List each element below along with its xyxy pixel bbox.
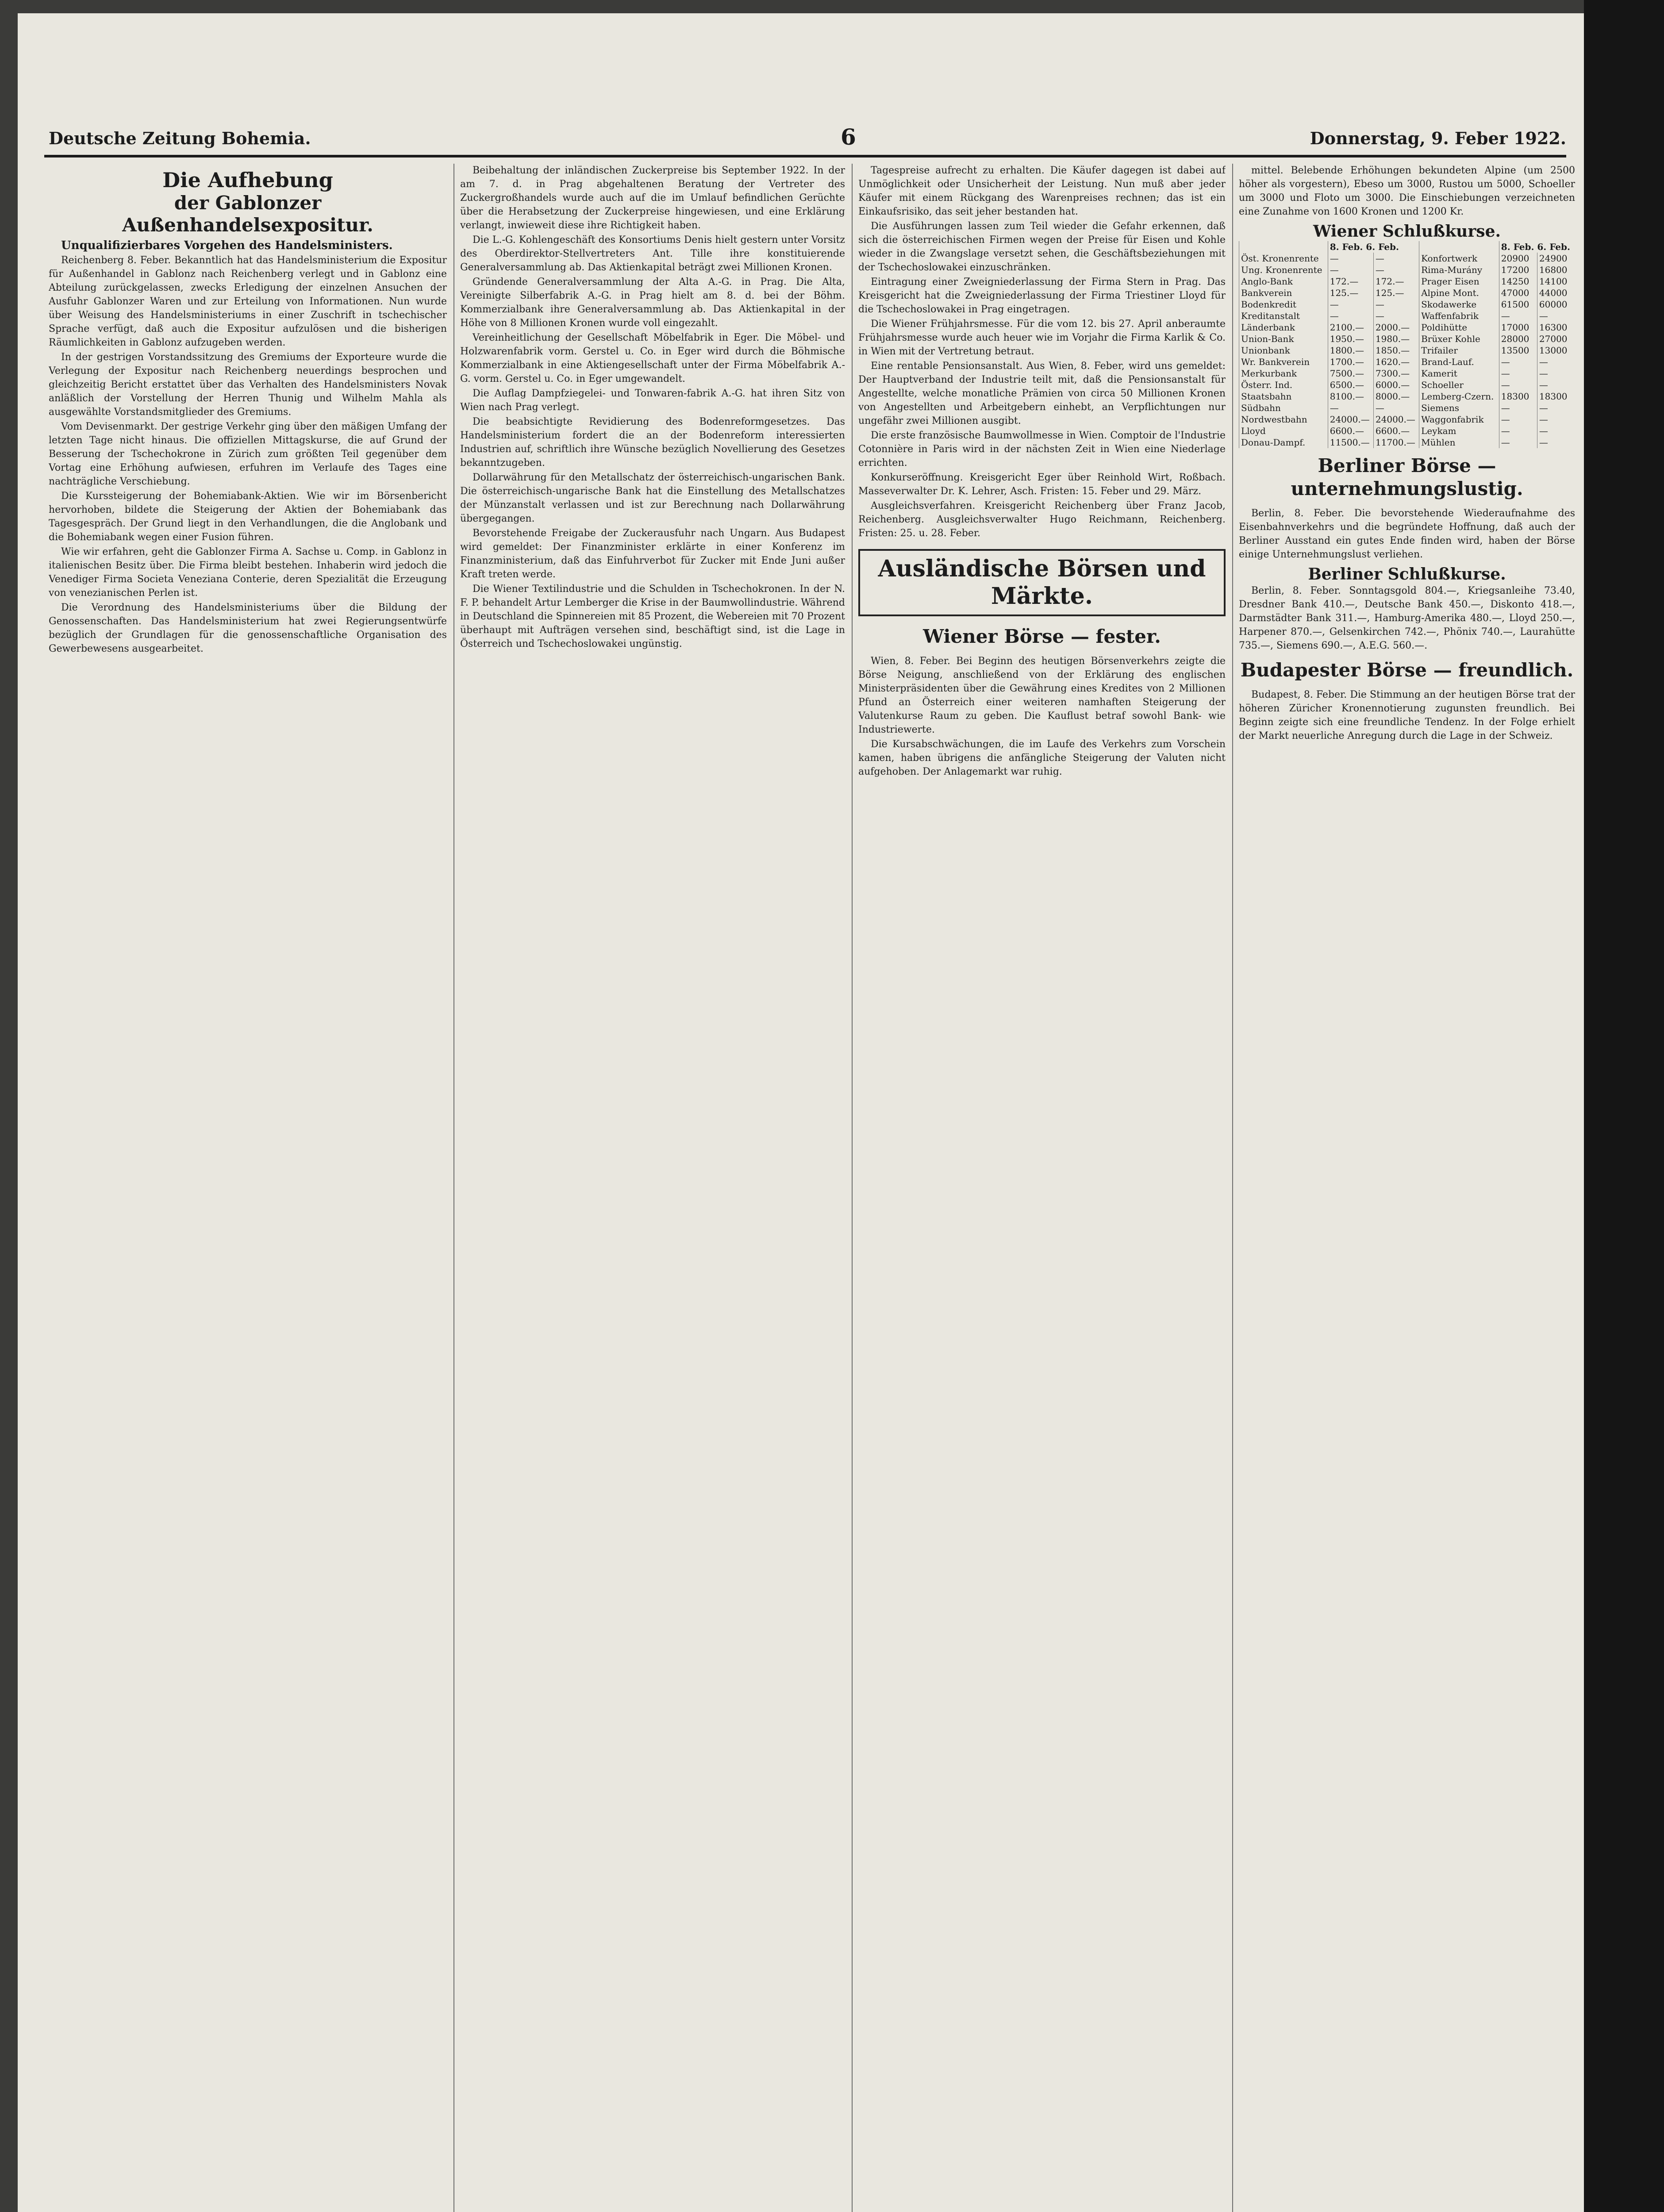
table-row [1239, 379, 1576, 391]
table-cell: Unionbank [1239, 345, 1328, 356]
table-cell: Skodawerke [1419, 299, 1499, 310]
table-cell: 11700.— [1373, 437, 1419, 448]
table-cell: Lemberg-Czern. [1419, 391, 1499, 402]
paragraph: In der gestrigen Vorstandssitzung des Gremiums der Exporteure wurde die Verlegung der Expositur nach Reichenberg neuerdings besprochen und gleichzeitig Bericht erstattet über das Verhalten des Handelsministers Novak anläßlich der Vorstellung der Herren Thunig und Wilhelm Mahla als ausgewählte Vorstandsmitglieder des Gremiums. [49, 352, 447, 418]
table-cell: — [1537, 368, 1575, 379]
paragraph: Dollarwährung für den Metallschatz der österreichisch-ungarischen Bank. Die österreichisch-ungarische Bank hat die Einstellung des Metallschatzes der Münzanstalt verlassen und ist zur Berechnung nach Dollarwährung übergegangen. [460, 472, 845, 524]
table-cell: Union-Bank [1239, 333, 1328, 345]
table-cell: 13000 [1537, 345, 1575, 356]
paragraph: Bevorstehende Freigabe der Zuckerausfuhr nach Ungarn. Aus Budapest wird gemeldet: Der Finanzminister erklärte in einer Konferenz im Finanzministerium, daß das Einfuhrverbot für Zucker mit Ende Juni außer Kraft treten werde. [460, 528, 845, 580]
paragraph: Wie wir erfahren, geht die Gablonzer Firma A. Sachse u. Comp. in Gablonz in italienischen Besitz über. Die Firma bleibt bestehen. Inhaberin wird jedoch die Venediger Firma Societa Veneziana Conterie, deren Spezialität die Erzeugung von venezianischen Perlen ist. [49, 546, 447, 599]
table-cell: Leykam [1419, 425, 1499, 437]
table-cell: Kamerit [1419, 368, 1499, 379]
table-cell: — [1499, 402, 1537, 414]
kurse-heading: Wiener Schlußkurse. [1313, 222, 1501, 241]
table-cell: Brüxer Kohle [1419, 333, 1499, 345]
table-cell: — [1537, 356, 1575, 368]
table-cell: 27000 [1537, 333, 1575, 345]
paragraph: Vereinheitlichung der Gesellschaft Möbelfabrik in Eger. Die Möbel- und Holzwarenfabrik vorm. Gerstel u. Co. in Eger wird durch die Böhmische Kommerzialbank in eine Aktiengesellschaft unter der Firma Möbelfabrik A.-G. vorm. Gerstel u. Co. in Eger umgewandelt. [460, 332, 845, 384]
table-row [1239, 333, 1576, 345]
table-cell: — [1499, 310, 1537, 322]
table-cell: — [1537, 414, 1575, 425]
table-cell: Rima-Murány [1419, 264, 1499, 276]
table-cell: Alpine Mont. [1419, 287, 1499, 299]
table-cell: — [1328, 402, 1373, 414]
kurse-table-body [1239, 253, 1576, 448]
column-header: 8. Feb. 6. Feb. [1499, 241, 1575, 253]
table-cell: — [1328, 299, 1373, 310]
paragraph: Wien, 8. Feber. Bei Beginn des heutigen Börsenverkehrs zeigte die Börse Neigung, anschließend von der Erklärung des englischen Ministerpräsidenten über die Gewährung eines Kredites von 2 Millionen Pfund an Österreich einer weiteren namhaften Steigerung der Valutenkurse Raum zu geben. Die Kauflust betraf sowohl Bank- wie Industriewerte. [858, 656, 1226, 735]
paragraph: Konkurseröffnung. Kreisgericht Eger über Reinhold Wirt, Roßbach. Masseverwalter Dr. K. Lehrer, Asch. Fristen: 15. Feber und 29. März. [858, 472, 1226, 497]
paragraph: Vom Devisenmarkt. Der gestrige Verkehr ging über den mäßigen Umfang der letzten Tage nicht hinaus. Die offiziellen Mittagskurse, die auf Grund der Besserung der Tschechokrone in Zürich zum größten Teil gegenüber dem Vortag eine Erhöhung aufwiesen, erfuhren im Verlaufe des Tages eine nachträgliche Verschiebung. [49, 421, 447, 487]
column-4 [1239, 164, 1575, 2212]
table-cell: 16800 [1537, 264, 1575, 276]
table-cell: 14100 [1537, 276, 1575, 287]
column-divider [852, 164, 853, 2212]
table-cell: 1700.— [1328, 356, 1373, 368]
table-cell: 1950.— [1328, 333, 1373, 345]
header-rule [44, 155, 1566, 157]
book-binding-edge [1584, 0, 1664, 2212]
table-cell: 2100.— [1328, 322, 1373, 333]
table-cell: Mühlen [1419, 437, 1499, 448]
table-cell: — [1537, 379, 1575, 391]
table-cell: — [1537, 402, 1575, 414]
table-cell: 6000.— [1373, 379, 1419, 391]
table-cell: 24900 [1537, 253, 1575, 264]
paragraph: Berlin, 8. Feber. Die bevorstehende Wiederaufnahme des Eisenbahnverkehrs und die begründete Hoffnung, daß auch der Berliner Ausstand ein gutes Ende finden wird, haben der Börse einige Unternehmungslust verliehen. [1239, 508, 1575, 560]
table-cell: 6600.— [1373, 425, 1419, 437]
table-cell: 61500 [1499, 299, 1537, 310]
table-cell: Prager Eisen [1419, 276, 1499, 287]
paragraph: Die Wiener Textilindustrie und die Schulden in Tschechokronen. In der N. F. P. behandelt Artur Lemberger die Krise in der Baumwollindustrie. Während in Deutschland die Spinnereien mit 85 Prozent, die Webereien mit 70 Prozent überhaupt mit Aufträgen versehen sind, beschäftigt sind, ist die Lage in Österreich und Tschechoslowakei ungünstig. [460, 584, 845, 649]
table-row [1239, 299, 1576, 310]
table-cell: 47000 [1499, 287, 1537, 299]
table-cell: — [1373, 299, 1419, 310]
paragraph: Reichenberg 8. Feber. Bekanntlich hat das Handelsministerium die Expositur für Außenhandel in Gablonz nach Reichenberg verlegt und in Gablonz eine Abteilung zurückgelassen, zwecks Erledigung der einzelnen Ansuchen der Ausfuhr Gablonzer Waren und zur Erteilung von Informationen. Nun wurde über Weisung des Handelsministeriums in einer Zuschrift in tschechischer Sprache verfügt, daß auch die Expositur aufzulösen und die bisherigen Räumlichkeiten in Gablonz aufzugeben werden. [49, 255, 447, 348]
article-headline: Die Aufhebung [162, 168, 333, 192]
table-row [1239, 356, 1576, 368]
paragraph: mittel. Belebende Erhöhungen bekundeten Alpine (um 2500 höher als vorgestern), Ebeso um 3000, Rustou um 5000, Schoeller um 3000 und Floto um 3000. Die Einschiebungen verzeichneten eine Zunahme von 1600 Kronen und 1200 Kr. [1239, 165, 1575, 217]
table-cell: — [1328, 264, 1373, 276]
table-cell: 17000 [1499, 322, 1537, 333]
table-cell: 7500.— [1328, 368, 1373, 379]
table-cell: Länderbank [1239, 322, 1328, 333]
subsection-heading: Berliner Börse — unternehmungslustig. [1291, 455, 1523, 499]
table-cell: Bankverein [1239, 287, 1328, 299]
table-cell: Konfortwerk [1419, 253, 1499, 264]
table-cell: 44000 [1537, 287, 1575, 299]
table-row [1239, 391, 1576, 402]
table-row [1239, 276, 1576, 287]
paragraph: Die Auflag Dampfziegelei- und Tonwaren-fabrik A.-G. hat ihren Sitz von Wien nach Prag verlegt. [460, 388, 845, 413]
table-cell: 18300 [1537, 391, 1575, 402]
table-cell: 1980.— [1373, 333, 1419, 345]
table-cell: 16300 [1537, 322, 1575, 333]
paragraph: Die Kurssteigerung der Bohemiabank-Aktien. Wie wir im Börsenbericht hervorhoben, bildete die Steigerung der Aktien der Bohemiabank das Tagesgespräch. Der Grund liegt in den Verhandlungen, die die Anglobank und die Bohemiabank wegen einer Fusion führen. [49, 491, 447, 543]
table-cell: Anglo-Bank [1239, 276, 1328, 287]
column-header: 8. Feb. 6. Feb. [1328, 241, 1419, 253]
page-number: 6 [841, 124, 856, 150]
table-cell: 125.— [1373, 287, 1419, 299]
subsection-heading: Wiener Börse — fester. [923, 626, 1161, 647]
table-cell: Trifailer [1419, 345, 1499, 356]
table-cell: Südbahn [1239, 402, 1328, 414]
paragraph: Die L.-G. Kohlengeschäft des Konsortiums Denis hielt gestern unter Vorsitz des Oberdirektor-Stellvertreters Ant. Tille ihre konstituierende Generalversammlung ab. Das Aktienkapital beträgt zwei Millionen Kronen. [460, 234, 845, 273]
table-cell: Kreditanstalt [1239, 310, 1328, 322]
table-cell: 6500.— [1328, 379, 1373, 391]
table-cell: 24000.— [1328, 414, 1373, 425]
table-cell: Wr. Bankverein [1239, 356, 1328, 368]
table-cell: Nordwestbahn [1239, 414, 1328, 425]
section-header-box: Ausländische Börsen und Märkte. [858, 549, 1226, 616]
table-cell: — [1499, 437, 1537, 448]
table-cell: 18300 [1499, 391, 1537, 402]
page-header [44, 124, 1566, 155]
table-cell: 125.— [1328, 287, 1373, 299]
kurse-table [1239, 241, 1575, 448]
column-divider [453, 164, 454, 2212]
table-cell: 24000.— [1373, 414, 1419, 425]
paragraph: Ausgleichsverfahren. Kreisgericht Reichenberg über Franz Jacob, Reichenberg. Ausgleichsverwalter Hugo Reichmann, Reichenberg. Fristen: 25. u. 28. Feber. [858, 500, 1226, 539]
paragraph: Die Kursabschwächungen, die im Laufe des Verkehrs zum Vorschein kamen, haben übrigens die anfängliche Steigerung der Valuten nicht aufgehoben. Der Anlagemarkt war ruhig. [858, 739, 1226, 777]
table-row [1239, 414, 1576, 425]
paragraph: Gründende Generalversammlung der Alta A.-G. in Prag. Die Alta, Vereinigte Silberfabrik A.-G. in Prag hielt am 8. d. bei der Böhm. Kommerzialbank ihre Generalversammlung ab. Das Aktienkapital in der Höhe von 8 Millionen Kronen wurde voll eingezahlt. [460, 276, 845, 329]
table-cell: 2000.— [1373, 322, 1419, 333]
article-headline-2: der Gablonzer Außenhandelsexpositur. [122, 192, 373, 236]
table-cell: 7300.— [1373, 368, 1419, 379]
table-row [1239, 310, 1576, 322]
paragraph: Die Wiener Frühjahrsmesse. Für die vom 12. bis 27. April anberaumte Frühjahrsmesse wurde auch heuer wie im Vorjahr die Firma Karlik & Co. in Wien mit der Vertretung betraut. [858, 319, 1226, 357]
table-cell: 172.— [1373, 276, 1419, 287]
column-divider [1232, 164, 1233, 2212]
table-cell: 11500.— [1328, 437, 1373, 448]
table-cell: — [1537, 310, 1575, 322]
paragraph: Eine rentable Pensionsanstalt. Aus Wien, 8. Feber, wird uns gemeldet: Der Hauptverband der Industrie teilt mit, daß die Pensionsanstalt für Angestellte, welche monatliche Prämien von circa 50 Millionen Kronen von Angestellten und Arbeitgebern einhebt, an Verpflichtungen nur ungefähr zwei Millionen ausgibt. [858, 361, 1226, 426]
paragraph: Die Ausführungen lassen zum Teil wieder die Gefahr erkennen, daß sich die österreichischen Firmen wegen der Preise für Eisen und Kohle wieder in die Zwangslage versetzt sehen, die Geschäftsbeziehungen mit der Tschechoslowakei einzuschränken. [858, 221, 1226, 273]
table-cell: Öst. Kronenrente [1239, 253, 1328, 264]
table-cell: — [1328, 253, 1373, 264]
table-cell: Poldihütte [1419, 322, 1499, 333]
table-cell: — [1499, 414, 1537, 425]
paragraph: Beibehaltung der inländischen Zuckerpreise bis September 1922. In der am 7. d. in Prag abgehaltenen Beratung der Vertreter des Zuckergroßhandels wurde auch auf die im Umlauf befindlichen Gerüchte über die Herabsetzung der Zuckerpreise hingewiesen, und eine Erklärung verlangt, inwieweit diese ihre Richtigkeit haben. [460, 165, 845, 231]
table-cell: 17200 [1499, 264, 1537, 276]
table-cell: — [1499, 425, 1537, 437]
table-cell: — [1373, 402, 1419, 414]
table-cell: 1620.— [1373, 356, 1419, 368]
table-cell: Waffenfabrik [1419, 310, 1499, 322]
table-cell: — [1499, 379, 1537, 391]
paragraph: Die erste französische Baumwollmesse in Wien. Comptoir de l'Industrie Cotonnière in Paris wird in der nächsten Zeit in Wien eine Niederlage errichten. [858, 430, 1226, 469]
table-cell: Ung. Kronenrente [1239, 264, 1328, 276]
subsection-heading: Budapester Börse — freundlich. [1240, 659, 1574, 681]
table-cell: 13500 [1499, 345, 1537, 356]
table-cell: Staatsbahn [1239, 391, 1328, 402]
table-cell: Schoeller [1419, 379, 1499, 391]
paragraph: Die beabsichtigte Revidierung des Bodenreformgesetzes. Das Handelsministerium fordert die an der Bodenreform interessierten Industrien auf, schriftlich ihre Wünsche bezüglich Novellierung des Gesetzes bekanntzugeben. [460, 416, 845, 469]
table-cell: Bodenkredit [1239, 299, 1328, 310]
kurse-heading: Berliner Schlußkurse. [1308, 565, 1506, 584]
paragraph: Eintragung einer Zweigniederlassung der Firma Stern in Prag. Das Kreisgericht hat die Zweigniederlassung der Firma Triestiner Lloyd für die Tschechoslowakei in Prag eingetragen. [858, 276, 1226, 315]
table-row [1239, 437, 1576, 448]
table-row [1239, 402, 1576, 414]
table-cell: — [1373, 264, 1419, 276]
table-row [1239, 287, 1576, 299]
table-cell: 1800.— [1328, 345, 1373, 356]
column-3 [858, 164, 1226, 2212]
table-cell: 8100.— [1328, 391, 1373, 402]
table-row [1239, 264, 1576, 276]
table-row [1239, 253, 1576, 264]
paragraph: Die Verordnung des Handelsministeriums über die Bildung der Genossenschaften. Das Handelsministerium hat zwei Regierungsentwürfe bezüglich der Grundlagen für die genossenschaftliche Organisation des Gewerbewesens ausgearbeitet. [49, 602, 447, 654]
table-cell: — [1537, 437, 1575, 448]
paragraph: Berlin, 8. Feber. Sonntagsgold 804.—, Kriegsanleihe 73.40, Dresdner Bank 410.—, Deutsche Bank 450.—, Diskonto 418.—, Darmstädter Bank 311.—, Hamburg-Amerika 480.—, Lloyd 250.—, Harpener 870.—, Gelsenkirchen 742.—, Phönix 740.—, Laurahütte 735.—, Siemens 690.—, A.E.G. 560.—. [1239, 585, 1575, 651]
table-cell: 14250 [1499, 276, 1537, 287]
table-cell: Brand-Lauf. [1419, 356, 1499, 368]
issue-date: Donnerstag, 9. Feber 1922. [1310, 128, 1566, 148]
newspaper-page [18, 13, 1584, 2212]
table-cell: 28000 [1499, 333, 1537, 345]
table-cell: — [1373, 253, 1419, 264]
table-cell: Merkurbank [1239, 368, 1328, 379]
table-cell: Donau-Dampf. [1239, 437, 1328, 448]
table-cell: Siemens [1419, 402, 1499, 414]
table-row [1239, 425, 1576, 437]
table-row [1239, 322, 1576, 333]
table-cell: Österr. Ind. [1239, 379, 1328, 391]
column-2 [460, 164, 845, 2212]
table-cell: — [1328, 310, 1373, 322]
table-cell: 1850.— [1373, 345, 1419, 356]
table-cell: Waggonfabrik [1419, 414, 1499, 425]
newspaper-title: Deutsche Zeitung Bohemia. [49, 128, 311, 148]
paragraph: Tagespreise aufrecht zu erhalten. Die Käufer dagegen ist dabei auf Unmöglichkeit oder Unsicherheit der Leistung. Nun muß aber jeder Käufer mit einem Rückgang des Warenpreises rechnen; das ist ein Einkaufsrisiko, das seit jeher bestanden hat. [858, 165, 1226, 217]
table-cell: — [1499, 356, 1537, 368]
table-cell: 6600.— [1328, 425, 1373, 437]
table-cell: 20900 [1499, 253, 1537, 264]
paragraph: Budapest, 8. Feber. Die Stimmung an der heutigen Börse trat der höheren Züricher Kronennotierung zugunsten freundlich. Bei Beginn zeigte sich eine freundliche Tendenz. In der Folge erhielt der Markt neuerliche Anregung durch die Lage in der Schweiz. [1239, 689, 1575, 741]
table-cell: 8000.— [1373, 391, 1419, 402]
column-1 [49, 164, 447, 2212]
table-cell: Lloyd [1239, 425, 1328, 437]
table-cell: 172.— [1328, 276, 1373, 287]
table-cell: — [1499, 368, 1537, 379]
table-cell: — [1373, 310, 1419, 322]
table-cell: 60000 [1537, 299, 1575, 310]
table-cell: — [1537, 425, 1575, 437]
article-kicker: Unqualifizierbares Vorgehen des Handelsministers. [61, 239, 393, 252]
table-row [1239, 368, 1576, 379]
kurse-table-header [1239, 241, 1576, 253]
table-row [1239, 345, 1576, 356]
